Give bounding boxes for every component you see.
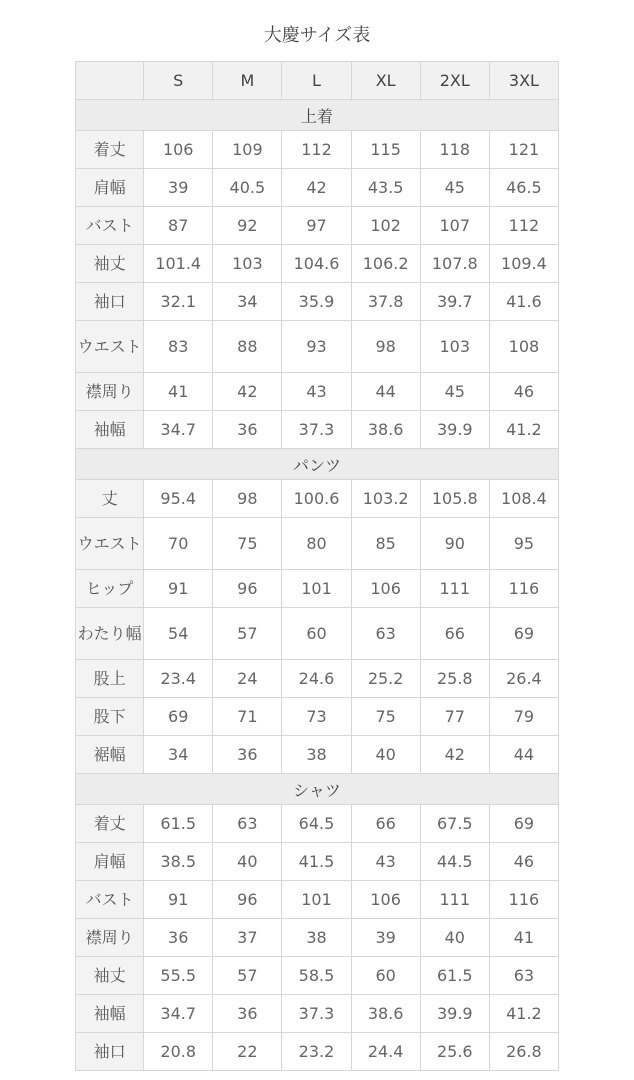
measurement-cell: 25.6 xyxy=(420,1033,489,1071)
row-label: 肩幅 xyxy=(76,843,144,881)
measurement-cell: 57 xyxy=(213,957,282,995)
measurement-cell: 37 xyxy=(213,919,282,957)
measurement-cell: 109 xyxy=(213,131,282,169)
measurement-cell: 23.2 xyxy=(282,1033,351,1071)
table-row xyxy=(76,919,559,957)
measurement-cell: 39 xyxy=(144,169,213,207)
measurement-cell: 42 xyxy=(420,736,489,774)
table-row xyxy=(76,1033,559,1071)
measurement-cell: 38.6 xyxy=(351,411,420,449)
measurement-cell: 115 xyxy=(351,131,420,169)
table-row xyxy=(76,321,559,373)
size-header-cell: 3XL xyxy=(489,62,558,100)
row-label: 袖幅 xyxy=(76,411,144,449)
measurement-cell: 43 xyxy=(282,373,351,411)
section-title: 上着 xyxy=(76,100,559,131)
measurement-cell: 36 xyxy=(213,411,282,449)
measurement-cell: 87 xyxy=(144,207,213,245)
table-row xyxy=(76,881,559,919)
row-label: わたり幅 xyxy=(76,608,144,660)
row-label: 着丈 xyxy=(76,131,144,169)
measurement-cell: 41.5 xyxy=(282,843,351,881)
size-table-body xyxy=(76,62,559,1071)
measurement-cell: 118 xyxy=(420,131,489,169)
table-row xyxy=(76,660,559,698)
measurement-cell: 90 xyxy=(420,518,489,570)
measurement-cell: 36 xyxy=(213,736,282,774)
table-row xyxy=(76,283,559,321)
measurement-cell: 40 xyxy=(213,843,282,881)
measurement-cell: 26.8 xyxy=(489,1033,558,1071)
measurement-cell: 41.6 xyxy=(489,283,558,321)
measurement-cell: 39.9 xyxy=(420,995,489,1033)
measurement-cell: 40 xyxy=(420,919,489,957)
measurement-cell: 34 xyxy=(144,736,213,774)
measurement-cell: 34.7 xyxy=(144,995,213,1033)
measurement-cell: 80 xyxy=(282,518,351,570)
measurement-cell: 104.6 xyxy=(282,245,351,283)
measurement-cell: 20.8 xyxy=(144,1033,213,1071)
table-row xyxy=(76,480,559,518)
table-row xyxy=(76,169,559,207)
measurement-cell: 34.7 xyxy=(144,411,213,449)
table-row xyxy=(76,245,559,283)
table-row xyxy=(76,411,559,449)
table-row xyxy=(76,518,559,570)
measurement-cell: 75 xyxy=(351,698,420,736)
measurement-cell: 24.6 xyxy=(282,660,351,698)
measurement-cell: 79 xyxy=(489,698,558,736)
row-label: ウエスト xyxy=(76,321,144,373)
measurement-cell: 32.1 xyxy=(144,283,213,321)
measurement-cell: 38 xyxy=(282,736,351,774)
measurement-cell: 60 xyxy=(351,957,420,995)
table-row xyxy=(76,570,559,608)
measurement-cell: 25.8 xyxy=(420,660,489,698)
section-title: シャツ xyxy=(76,774,559,805)
measurement-cell: 83 xyxy=(144,321,213,373)
measurement-cell: 67.5 xyxy=(420,805,489,843)
measurement-cell: 22 xyxy=(213,1033,282,1071)
measurement-cell: 63 xyxy=(351,608,420,660)
row-label: 袖幅 xyxy=(76,995,144,1033)
measurement-cell: 63 xyxy=(489,957,558,995)
row-label: 着丈 xyxy=(76,805,144,843)
measurement-cell: 41.2 xyxy=(489,411,558,449)
section-title: パンツ xyxy=(76,449,559,480)
measurement-cell: 41 xyxy=(144,373,213,411)
row-label: 股上 xyxy=(76,660,144,698)
row-label: 襟周り xyxy=(76,919,144,957)
measurement-cell: 111 xyxy=(420,881,489,919)
measurement-cell: 24 xyxy=(213,660,282,698)
measurement-cell: 112 xyxy=(489,207,558,245)
row-label: 袖口 xyxy=(76,1033,144,1071)
measurement-cell: 107.8 xyxy=(420,245,489,283)
measurement-cell: 101 xyxy=(282,570,351,608)
measurement-cell: 35.9 xyxy=(282,283,351,321)
measurement-cell: 38.6 xyxy=(351,995,420,1033)
measurement-cell: 71 xyxy=(213,698,282,736)
size-header-cell: L xyxy=(282,62,351,100)
measurement-cell: 37.3 xyxy=(282,995,351,1033)
measurement-cell: 43 xyxy=(351,843,420,881)
measurement-cell: 109.4 xyxy=(489,245,558,283)
measurement-cell: 66 xyxy=(351,805,420,843)
measurement-cell: 92 xyxy=(213,207,282,245)
size-header-cell: 2XL xyxy=(420,62,489,100)
measurement-cell: 97 xyxy=(282,207,351,245)
measurement-cell: 44 xyxy=(489,736,558,774)
measurement-cell: 39.9 xyxy=(420,411,489,449)
measurement-cell: 42 xyxy=(282,169,351,207)
measurement-cell: 85 xyxy=(351,518,420,570)
table-row xyxy=(76,736,559,774)
measurement-cell: 26.4 xyxy=(489,660,558,698)
measurement-cell: 88 xyxy=(213,321,282,373)
row-label: ウエスト xyxy=(76,518,144,570)
page-title: 大慶サイズ表 xyxy=(263,25,371,46)
measurement-cell: 91 xyxy=(144,881,213,919)
measurement-cell: 69 xyxy=(489,608,558,660)
row-label: 裾幅 xyxy=(76,736,144,774)
measurement-cell: 101 xyxy=(282,881,351,919)
corner-cell xyxy=(76,62,144,100)
section-header-row xyxy=(76,449,559,480)
measurement-cell: 98 xyxy=(351,321,420,373)
measurement-cell: 44 xyxy=(351,373,420,411)
table-row xyxy=(76,698,559,736)
measurement-cell: 75 xyxy=(213,518,282,570)
measurement-cell: 57 xyxy=(213,608,282,660)
row-label: ヒップ xyxy=(76,570,144,608)
measurement-cell: 106 xyxy=(351,570,420,608)
row-label: バスト xyxy=(76,881,144,919)
row-label: バスト xyxy=(76,207,144,245)
measurement-cell: 100.6 xyxy=(282,480,351,518)
measurement-cell: 103 xyxy=(420,321,489,373)
measurement-cell: 66 xyxy=(420,608,489,660)
measurement-cell: 43.5 xyxy=(351,169,420,207)
measurement-cell: 108 xyxy=(489,321,558,373)
section-header-row xyxy=(76,100,559,131)
measurement-cell: 23.4 xyxy=(144,660,213,698)
measurement-cell: 46 xyxy=(489,373,558,411)
measurement-cell: 64.5 xyxy=(282,805,351,843)
measurement-cell: 44.5 xyxy=(420,843,489,881)
size-header-cell: XL xyxy=(351,62,420,100)
row-label: 袖口 xyxy=(76,283,144,321)
size-header-cell: M xyxy=(213,62,282,100)
size-header-cell: S xyxy=(144,62,213,100)
measurement-cell: 77 xyxy=(420,698,489,736)
table-row xyxy=(76,131,559,169)
measurement-cell: 45 xyxy=(420,169,489,207)
row-label: 袖丈 xyxy=(76,245,144,283)
measurement-cell: 36 xyxy=(213,995,282,1033)
measurement-cell: 102 xyxy=(351,207,420,245)
table-row xyxy=(76,207,559,245)
row-label: 股下 xyxy=(76,698,144,736)
table-row xyxy=(76,373,559,411)
measurement-cell: 121 xyxy=(489,131,558,169)
measurement-cell: 42 xyxy=(213,373,282,411)
measurement-cell: 45 xyxy=(420,373,489,411)
measurement-cell: 95 xyxy=(489,518,558,570)
measurement-cell: 111 xyxy=(420,570,489,608)
table-row xyxy=(76,608,559,660)
measurement-cell: 106.2 xyxy=(351,245,420,283)
measurement-cell: 54 xyxy=(144,608,213,660)
size-table xyxy=(75,61,559,1071)
measurement-cell: 55.5 xyxy=(144,957,213,995)
measurement-cell: 41.2 xyxy=(489,995,558,1033)
measurement-cell: 60 xyxy=(282,608,351,660)
measurement-cell: 38 xyxy=(282,919,351,957)
measurement-cell: 91 xyxy=(144,570,213,608)
measurement-cell: 103 xyxy=(213,245,282,283)
measurement-cell: 39.7 xyxy=(420,283,489,321)
measurement-cell: 61.5 xyxy=(420,957,489,995)
measurement-cell: 108.4 xyxy=(489,480,558,518)
measurement-cell: 116 xyxy=(489,570,558,608)
measurement-cell: 106 xyxy=(351,881,420,919)
table-row xyxy=(76,995,559,1033)
table-row xyxy=(76,805,559,843)
section-header-row xyxy=(76,774,559,805)
row-label: 肩幅 xyxy=(76,169,144,207)
measurement-cell: 37.3 xyxy=(282,411,351,449)
table-row xyxy=(76,957,559,995)
measurement-cell: 61.5 xyxy=(144,805,213,843)
measurement-cell: 112 xyxy=(282,131,351,169)
measurement-cell: 25.2 xyxy=(351,660,420,698)
measurement-cell: 34 xyxy=(213,283,282,321)
measurement-cell: 96 xyxy=(213,570,282,608)
measurement-cell: 69 xyxy=(489,805,558,843)
table-row xyxy=(76,843,559,881)
measurement-cell: 40.5 xyxy=(213,169,282,207)
measurement-cell: 106 xyxy=(144,131,213,169)
measurement-cell: 69 xyxy=(144,698,213,736)
size-header-row xyxy=(76,62,559,100)
measurement-cell: 36 xyxy=(144,919,213,957)
measurement-cell: 63 xyxy=(213,805,282,843)
measurement-cell: 58.5 xyxy=(282,957,351,995)
measurement-cell: 38.5 xyxy=(144,843,213,881)
measurement-cell: 116 xyxy=(489,881,558,919)
measurement-cell: 40 xyxy=(351,736,420,774)
measurement-cell: 37.8 xyxy=(351,283,420,321)
measurement-cell: 95.4 xyxy=(144,480,213,518)
measurement-cell: 98 xyxy=(213,480,282,518)
row-label: 丈 xyxy=(76,480,144,518)
measurement-cell: 73 xyxy=(282,698,351,736)
measurement-cell: 39 xyxy=(351,919,420,957)
measurement-cell: 103.2 xyxy=(351,480,420,518)
measurement-cell: 24.4 xyxy=(351,1033,420,1071)
measurement-cell: 96 xyxy=(213,881,282,919)
measurement-cell: 41 xyxy=(489,919,558,957)
measurement-cell: 46.5 xyxy=(489,169,558,207)
measurement-cell: 46 xyxy=(489,843,558,881)
measurement-cell: 105.8 xyxy=(420,480,489,518)
measurement-cell: 101.4 xyxy=(144,245,213,283)
measurement-cell: 107 xyxy=(420,207,489,245)
row-label: 袖丈 xyxy=(76,957,144,995)
row-label: 襟周り xyxy=(76,373,144,411)
measurement-cell: 70 xyxy=(144,518,213,570)
measurement-cell: 93 xyxy=(282,321,351,373)
